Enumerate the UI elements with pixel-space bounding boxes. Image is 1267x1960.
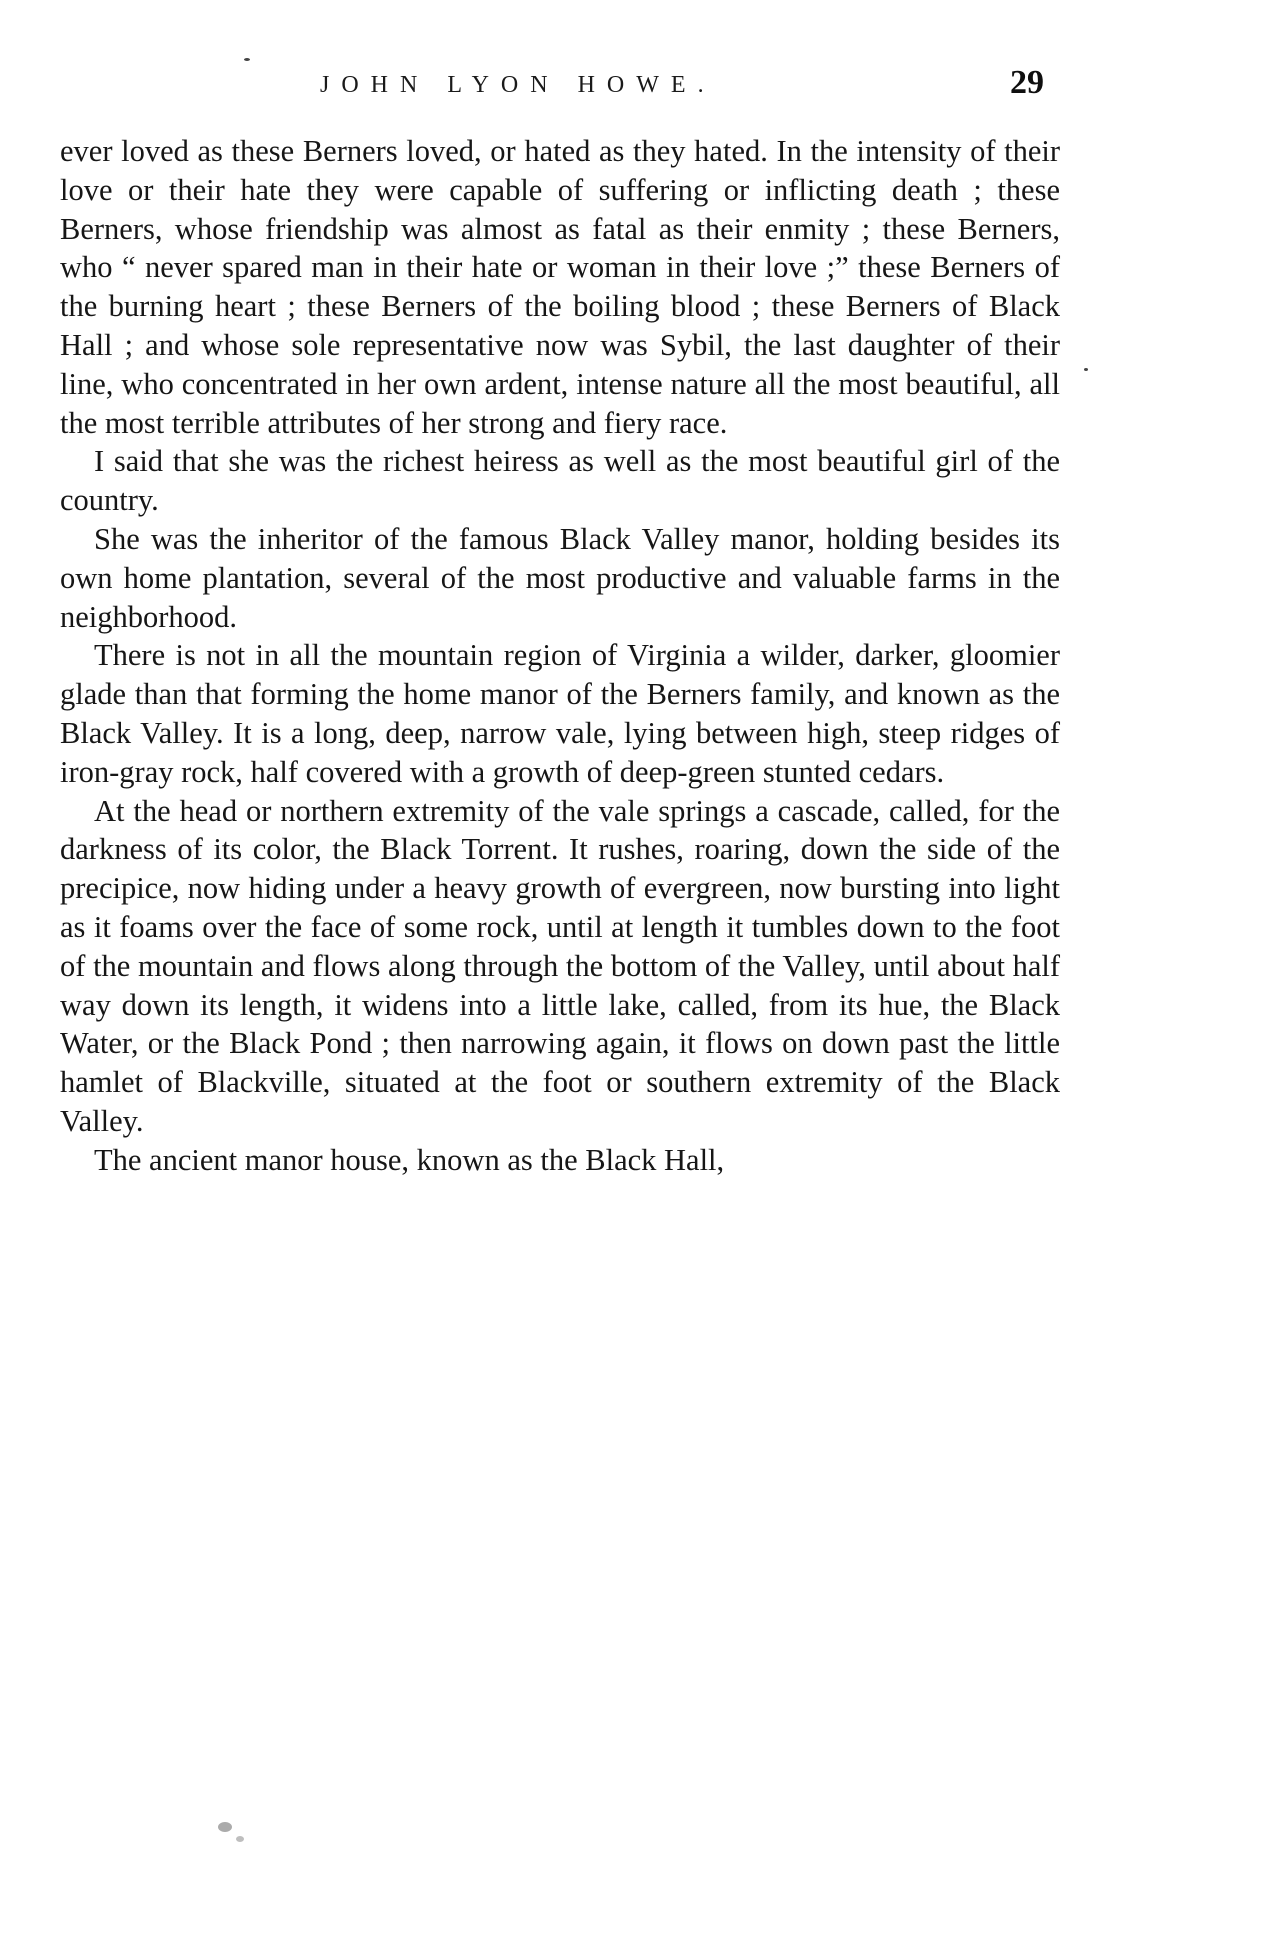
paragraph: She was the inheritor of the famous Black Valley manor, holding besides its own home plantation, several of the most productive and valuable farms in the neighborhood. xyxy=(60,521,1060,634)
running-head: JOHN LYON HOWE. xyxy=(320,72,716,98)
print-speck xyxy=(218,1822,232,1832)
print-speck xyxy=(236,1836,244,1842)
page-number: 29 xyxy=(1010,64,1044,101)
paragraph: I said that she was the richest heiress as well as the most beautiful girl of the country. xyxy=(60,444,1060,518)
paragraph: There is not in all the mountain region of Virginia a wilder, darker, gloomier glade than that forming the home manor of the Berners family, and known as the Black Valley. It is a long, deep, narrow vale, lying between high, steep ridges of iron-gray rock, half covered with a growth of deep-green stunted cedars. xyxy=(60,638,1060,789)
paragraph: At the head or northern extremity of the vale springs a cascade, called, for the darkness of its color, the Black Torrent. It rushes, roaring, down the side of the precipice, now hiding under a heavy growth of evergreen, now bursting into light as it foams over the face of some rock, until at length it tumbles down to the foot of the mountain and flows along through the bottom of the Valley, until about half way down its length, it widens into a little lake, called, from its hue, the Black Water, or the Black Pond ; then narrowing again, it flows on down past the little hamlet of Blackville, situated at the foot or southern extremity of the Black Valley. xyxy=(60,793,1060,1138)
paragraph: The ancient manor house, known as the Black Hall, xyxy=(94,1142,725,1177)
page-header xyxy=(60,64,1060,112)
print-speck xyxy=(244,58,250,61)
print-speck xyxy=(1084,368,1088,371)
paragraph-continued: ever loved as these Berners loved, or hated as they hated. In the intensity of their love or their hate they were capable of suffering or inflicting death ; these Berners, whose friendship was almost as fatal as their enmity ; these Berners, who “ never spared man in their hate or woman in their love ;” these Berners of the burning heart ; these Berners of the boiling blood ; these Berners of Black Hall ; and whose sole representative now was Sybil, the last daughter of their line, who concentrated in her own ardent, intense nature all the most beautiful, all the most terrible attributes of her strong and fiery race. xyxy=(60,134,1060,440)
body-text xyxy=(60,132,1060,1180)
